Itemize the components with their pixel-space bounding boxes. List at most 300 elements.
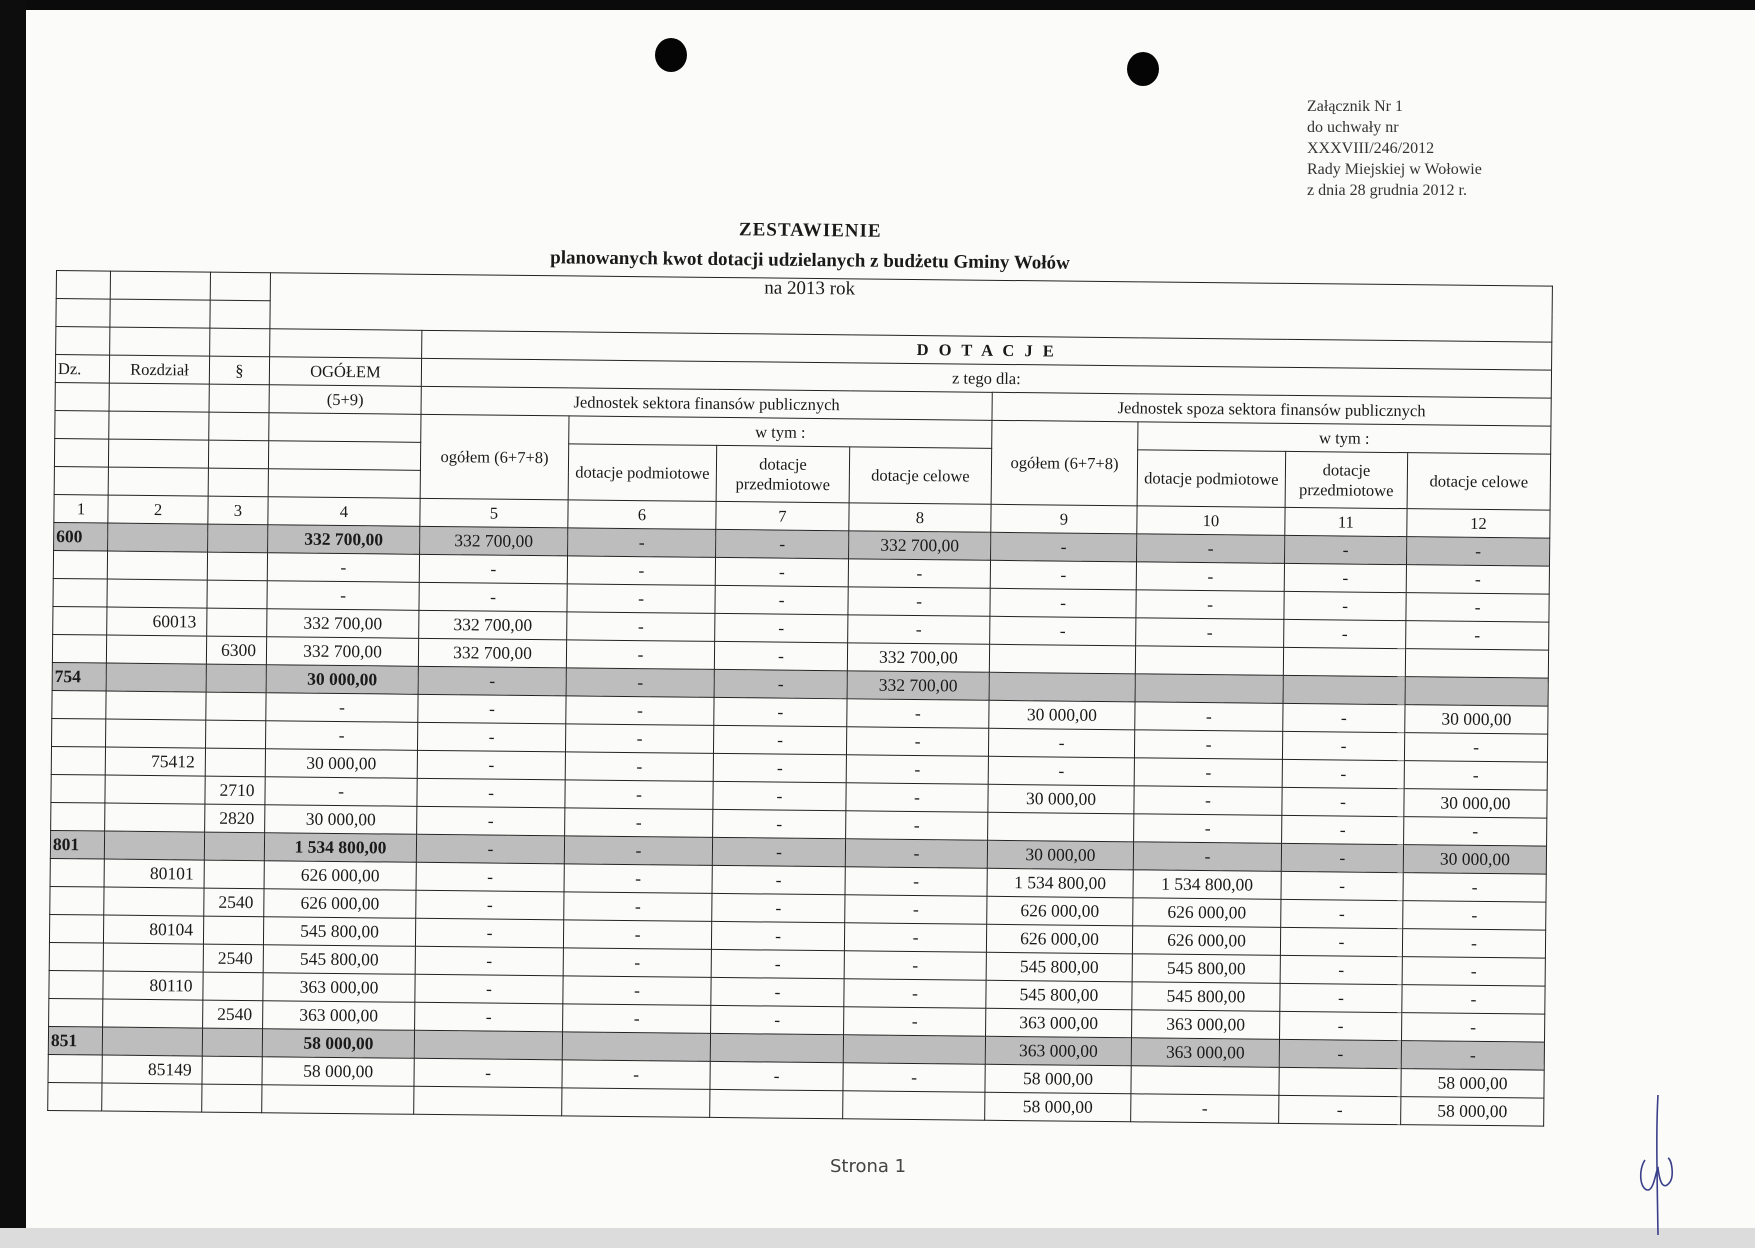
table-cell: 332 700,00 [267, 609, 419, 639]
table-cell [48, 1082, 102, 1111]
table-cell: 600 [54, 522, 108, 551]
table-cell [102, 1083, 202, 1112]
table-cell: - [566, 696, 714, 726]
table-cell: - [990, 616, 1136, 646]
header-ogolem-formula: (5+9) [269, 385, 421, 415]
table-cell: - [563, 1004, 711, 1034]
table-cell: 626 000,00 [986, 924, 1132, 954]
header-jsfp: Jednostek sektora finansów publicznych [421, 386, 992, 420]
table-cell: - [265, 721, 417, 751]
table-cell: - [1135, 702, 1283, 732]
table-cell: - [1283, 703, 1405, 732]
table-cell: - [418, 666, 566, 696]
table-cell [1283, 647, 1405, 676]
table-cell [202, 1028, 262, 1057]
table-cell: 80110 [103, 971, 203, 1000]
table-cell: - [1403, 873, 1546, 902]
table-cell [107, 579, 207, 608]
table-cell [203, 916, 263, 945]
table-cell: - [1403, 901, 1546, 930]
table-cell: - [1406, 537, 1549, 566]
table-cell: - [1284, 563, 1406, 592]
table-cell: - [568, 528, 716, 558]
table-cell: - [844, 979, 986, 1008]
table-cell: 2820 [205, 804, 265, 833]
table-cell: - [416, 890, 564, 920]
table-cell: - [711, 1005, 844, 1034]
table-cell: - [1133, 842, 1281, 872]
table-cell: - [846, 783, 988, 812]
table-cell [49, 914, 103, 943]
table-cell: - [564, 864, 712, 894]
table-cell: - [415, 974, 563, 1004]
table-cell: - [711, 949, 844, 978]
table-cell: - [1280, 1011, 1402, 1040]
table-cell: 545 800,00 [263, 945, 415, 975]
table-cell: 58 000,00 [1401, 1069, 1544, 1098]
table-cell: - [1404, 761, 1547, 790]
table-cell: - [416, 834, 564, 864]
table-cell: 1 534 800,00 [1133, 870, 1281, 900]
table-cell: 363 000,00 [986, 1008, 1132, 1038]
table-cell: 363 000,00 [1131, 1038, 1279, 1068]
header-dotacje-celowe: dotacje celowe [1407, 453, 1551, 510]
table-cell [50, 858, 104, 887]
table-cell [53, 550, 107, 579]
table-cell: - [845, 895, 987, 924]
table-cell: - [1279, 1095, 1401, 1124]
table-cell: - [845, 839, 987, 868]
table-cell [207, 552, 267, 581]
table-cell: 545 800,00 [986, 980, 1132, 1010]
table-cell: 30 000,00 [1405, 705, 1548, 734]
header-jspoza: Jednostek spoza sektora finansów publicznych [992, 392, 1551, 426]
table-cell: - [714, 697, 847, 726]
table-cell [262, 1085, 414, 1115]
table-cell: - [565, 780, 713, 810]
table-cell: - [1280, 983, 1402, 1012]
table-cell [562, 1032, 710, 1062]
attachment-line: XXXVIII/246/2012 [1307, 140, 1435, 157]
table-cell [202, 1084, 262, 1113]
table-cell: 363 000,00 [985, 1036, 1131, 1066]
scan-bottom-edge [0, 1228, 1755, 1248]
table-cell: - [1284, 591, 1406, 620]
table-cell: - [848, 615, 990, 644]
table-cell: 80101 [104, 859, 204, 888]
table-cell: - [843, 1063, 985, 1092]
table-cell: - [266, 693, 418, 723]
table-cell [50, 886, 104, 915]
column-number: 2 [108, 495, 208, 524]
table-cell: 2540 [203, 944, 263, 973]
table-cell: - [713, 753, 846, 782]
table-cell [53, 578, 107, 607]
table-cell: - [565, 752, 713, 782]
table-cell: - [419, 554, 567, 584]
table-cell: - [416, 862, 564, 892]
column-number: 11 [1285, 507, 1407, 536]
punch-hole-icon [1127, 52, 1159, 86]
table-cell [1283, 675, 1405, 704]
table-cell [108, 523, 208, 552]
table-cell: - [567, 584, 715, 614]
table-cell [207, 608, 267, 637]
table-cell: - [715, 613, 848, 642]
table-cell: - [847, 699, 989, 728]
table-cell: - [1134, 730, 1282, 760]
table-cell [203, 972, 263, 1001]
table-cell: 30 000,00 [987, 840, 1133, 870]
table-cell: - [990, 560, 1136, 590]
table-cell [105, 775, 205, 804]
table-cell: - [714, 641, 847, 670]
table-cell: 30 000,00 [265, 805, 417, 835]
table-cell: - [711, 921, 844, 950]
table-cell [1135, 674, 1283, 704]
table-cell: 58 000,00 [1401, 1097, 1544, 1126]
table-cell: - [710, 1061, 843, 1090]
table-cell [206, 692, 266, 721]
table-cell: - [1404, 817, 1547, 846]
table-cell [51, 802, 105, 831]
table-cell: - [1134, 758, 1282, 788]
table-cell: - [1134, 814, 1282, 844]
table-cell [1131, 1066, 1279, 1096]
table-cell [562, 1088, 710, 1118]
table-cell: 626 000,00 [987, 896, 1133, 926]
column-number: 12 [1407, 509, 1550, 538]
table-cell: - [712, 837, 845, 866]
table-cell: 332 700,00 [418, 638, 566, 668]
table-cell [1135, 646, 1283, 676]
table-cell: 332 700,00 [420, 526, 568, 556]
table-cell: - [565, 808, 713, 838]
table-cell: 2540 [204, 888, 264, 917]
table-cell: 545 800,00 [1132, 982, 1280, 1012]
table-cell [106, 691, 206, 720]
table-cell: - [1281, 899, 1403, 928]
table-cell: - [564, 836, 712, 866]
table-cell: 363 000,00 [1132, 1010, 1280, 1040]
table-cell [843, 1035, 985, 1064]
table-cell: - [417, 750, 565, 780]
table-cell: - [1280, 955, 1402, 984]
table-cell [206, 664, 266, 693]
table-cell: 2540 [203, 1000, 263, 1029]
table-cell: 30 000,00 [266, 665, 418, 695]
table-cell: 80104 [103, 915, 203, 944]
table-cell: - [1281, 871, 1403, 900]
table-cell: 754 [52, 662, 106, 691]
column-number: 7 [716, 501, 849, 530]
table-cell: 30 000,00 [265, 749, 417, 779]
table-cell: - [417, 806, 565, 836]
title-year: na 2013 rok [764, 277, 856, 300]
table-cell: - [1282, 815, 1404, 844]
table-cell [843, 1091, 985, 1120]
column-number: 6 [568, 500, 716, 530]
table-cell: 545 800,00 [986, 952, 1132, 982]
table-cell: - [419, 582, 567, 612]
table-body [48, 522, 1550, 1126]
table-header [54, 271, 1553, 539]
table-cell: - [563, 920, 711, 950]
table-cell: - [1284, 619, 1406, 648]
table-cell: - [1402, 1013, 1545, 1042]
header-dotacje-podmiotowe: dotacje podmiotowe [1137, 450, 1286, 508]
header-paragraph: § [209, 356, 269, 385]
table-cell: - [417, 722, 565, 752]
table-cell: - [1136, 590, 1284, 620]
table-cell: - [267, 553, 419, 583]
table-cell: - [711, 977, 844, 1006]
header-dotacje-przedmiotowe: dotacje przedmiotowe [716, 445, 850, 502]
table-cell: - [712, 893, 845, 922]
table-cell: - [712, 865, 845, 894]
table-cell: - [418, 694, 566, 724]
table-cell: - [567, 612, 715, 642]
table-cell [710, 1033, 843, 1062]
table-cell [107, 551, 207, 580]
header-dotacje-podmiotowe: dotacje podmiotowe [568, 444, 717, 502]
table-cell: 2710 [205, 776, 265, 805]
table-cell: - [414, 1058, 562, 1088]
table-cell: 801 [50, 830, 104, 859]
table-cell [51, 746, 105, 775]
punch-hole-icon [655, 38, 687, 72]
table-cell: - [1282, 787, 1404, 816]
table-cell: 545 800,00 [263, 917, 415, 947]
table-cell: 332 700,00 [849, 531, 991, 560]
attachment-line: z dnia 28 grudnia 2012 r. [1307, 182, 1467, 199]
table-cell: - [566, 640, 714, 670]
attachment-line: do uchwały nr [1307, 119, 1399, 136]
table-cell [208, 524, 268, 553]
table-cell: 1 534 800,00 [987, 868, 1133, 898]
table-cell [53, 606, 107, 635]
table-cell [414, 1086, 562, 1116]
table-cell: - [1406, 593, 1549, 622]
table-cell: - [846, 811, 988, 840]
column-number: 10 [1137, 506, 1285, 536]
table-cell: 6300 [206, 636, 266, 665]
table-cell: - [988, 756, 1134, 786]
table-cell: - [1284, 535, 1406, 564]
table-cell: - [565, 724, 713, 754]
table-cell: - [564, 892, 712, 922]
header-ogolem-678-spoza: ogółem (6+7+8) [991, 420, 1138, 506]
attachment-line: Załącznik Nr 1 [1307, 98, 1403, 115]
table-cell [51, 774, 105, 803]
table-cell [206, 720, 266, 749]
table-cell [204, 832, 264, 861]
table-cell: - [1279, 1039, 1401, 1068]
table-cell [414, 1030, 562, 1060]
table-cell: - [1406, 565, 1549, 594]
table-cell [989, 672, 1135, 702]
table-cell [1279, 1067, 1401, 1096]
header-dotacje-przedmiotowe: dotacje przedmiotowe [1285, 451, 1408, 508]
table-cell: - [265, 777, 417, 807]
table-cell: - [1282, 731, 1404, 760]
table-cell: - [715, 585, 848, 614]
table-cell [52, 718, 106, 747]
handwritten-signature [1620, 1090, 1680, 1240]
table-cell [49, 970, 103, 999]
column-number: 9 [991, 504, 1137, 534]
table-cell: - [1402, 957, 1545, 986]
column-number: 3 [208, 496, 268, 525]
table-cell: - [988, 728, 1134, 758]
table-cell [1405, 649, 1548, 678]
table-cell: - [566, 668, 714, 698]
header-dotacje: D O T A C J E [422, 330, 1552, 370]
table-cell: - [1282, 759, 1404, 788]
table-cell [204, 860, 264, 889]
table-cell: 58 000,00 [262, 1029, 414, 1059]
table-cell: 332 700,00 [847, 671, 989, 700]
table-cell [202, 1056, 262, 1085]
table-cell [52, 634, 106, 663]
table-cell: 75412 [105, 747, 205, 776]
table-cell: 363 000,00 [263, 1001, 415, 1031]
table-cell: 58 000,00 [985, 1064, 1131, 1094]
title-subtitle: planowanych kwot dotacji udzielanych z budżetu Gminy Wołów [550, 247, 1070, 274]
scan-left-edge [0, 0, 26, 1248]
column-number: 8 [849, 503, 991, 532]
table-cell: 30 000,00 [1403, 845, 1546, 874]
table-cell [710, 1089, 843, 1118]
table-cell: - [417, 778, 565, 808]
table-cell: 58 000,00 [985, 1092, 1131, 1122]
table-cell [1405, 677, 1548, 706]
table-cell: 332 700,00 [268, 525, 420, 555]
table-cell: - [846, 727, 988, 756]
table-cell: - [1402, 985, 1545, 1014]
table-cell: 30 000,00 [988, 784, 1134, 814]
table-cell [49, 942, 103, 971]
header-dotacje-celowe: dotacje celowe [849, 447, 992, 504]
table-cell: - [415, 918, 563, 948]
table-cell: 332 700,00 [847, 643, 989, 672]
attachment-note [1307, 96, 1482, 201]
table-cell: - [1136, 618, 1284, 648]
table-cell: - [1134, 786, 1282, 816]
table-cell [106, 719, 206, 748]
table-cell: - [714, 669, 847, 698]
table-cell: 626 000,00 [264, 889, 416, 919]
table-cell: - [844, 1007, 986, 1036]
column-number: 4 [268, 497, 420, 527]
table-cell: 30 000,00 [1404, 789, 1547, 818]
table-cell: - [1137, 534, 1285, 564]
header-ogolem-678-jsfp: ogółem (6+7+8) [420, 414, 569, 500]
table-cell [106, 635, 206, 664]
table-cell: - [844, 923, 986, 952]
table-cell [48, 1054, 102, 1083]
attachment-line: Rady Miejskiej w Wołowie [1307, 161, 1482, 178]
table-cell: - [415, 1002, 563, 1032]
header-dz: Dz. [55, 355, 109, 384]
table-cell: - [846, 755, 988, 784]
table-cell [102, 1027, 202, 1056]
table-cell [52, 690, 106, 719]
table-cell: - [713, 809, 846, 838]
table-cell [205, 748, 265, 777]
header-rozdzial: Rozdział [109, 355, 209, 384]
table-cell [989, 644, 1135, 674]
table-cell: - [562, 1060, 710, 1090]
table-cell: 30 000,00 [989, 700, 1135, 730]
table-cell: - [1280, 927, 1402, 956]
table-cell: - [1401, 1041, 1544, 1070]
table-cell: - [567, 556, 715, 586]
table-cell [49, 998, 103, 1027]
table-cell: 626 000,00 [1132, 926, 1280, 956]
table-cell: - [848, 587, 990, 616]
table-cell: - [1131, 1094, 1279, 1124]
table-cell [207, 580, 267, 609]
table-cell: - [415, 946, 563, 976]
table-cell: 60013 [107, 607, 207, 636]
table-cell [103, 999, 203, 1028]
subsidy-table-wrapper [47, 270, 1553, 1127]
table-cell [104, 831, 204, 860]
table-cell: - [716, 529, 849, 558]
header-ogolem: OGÓŁEM [269, 357, 421, 387]
table-cell [105, 803, 205, 832]
table-cell [988, 812, 1134, 842]
table-cell: - [991, 532, 1137, 562]
table-cell: 545 800,00 [1132, 954, 1280, 984]
table-cell: 332 700,00 [266, 637, 418, 667]
table-cell: - [563, 948, 711, 978]
table-cell: - [1404, 733, 1547, 762]
table-cell: 1 534 800,00 [264, 833, 416, 863]
header-z-tego: z tego dla: [421, 358, 1551, 398]
table-cell: 626 000,00 [264, 861, 416, 891]
table-cell: - [713, 725, 846, 754]
table-cell: 58 000,00 [262, 1057, 414, 1087]
column-number: 1 [54, 494, 108, 523]
table-cell [103, 943, 203, 972]
table-cell: - [990, 588, 1136, 618]
table-cell: - [563, 976, 711, 1006]
table-cell: 626 000,00 [1133, 898, 1281, 928]
column-number: 5 [420, 498, 568, 528]
table-cell: - [848, 559, 990, 588]
table-cell: - [715, 557, 848, 586]
table-cell: - [845, 867, 987, 896]
table-cell: - [1406, 621, 1549, 650]
table-cell [106, 663, 206, 692]
table-cell: 851 [48, 1026, 102, 1055]
table-cell: 85149 [102, 1055, 202, 1084]
table-cell: - [713, 781, 846, 810]
table-cell: - [1281, 843, 1403, 872]
table-cell: 332 700,00 [419, 610, 567, 640]
subsidy-table [47, 270, 1553, 1127]
table-cell: - [1136, 562, 1284, 592]
title-main: ZESTAWIENIE [738, 219, 882, 242]
table-cell: - [1402, 929, 1545, 958]
header-w-tym-jsfp: w tym : [569, 416, 992, 448]
header-w-tym-spoza: w tym : [1138, 422, 1551, 454]
table-cell [104, 887, 204, 916]
table-cell: 363 000,00 [263, 973, 415, 1003]
page-number: Strona 1 [830, 1156, 907, 1177]
